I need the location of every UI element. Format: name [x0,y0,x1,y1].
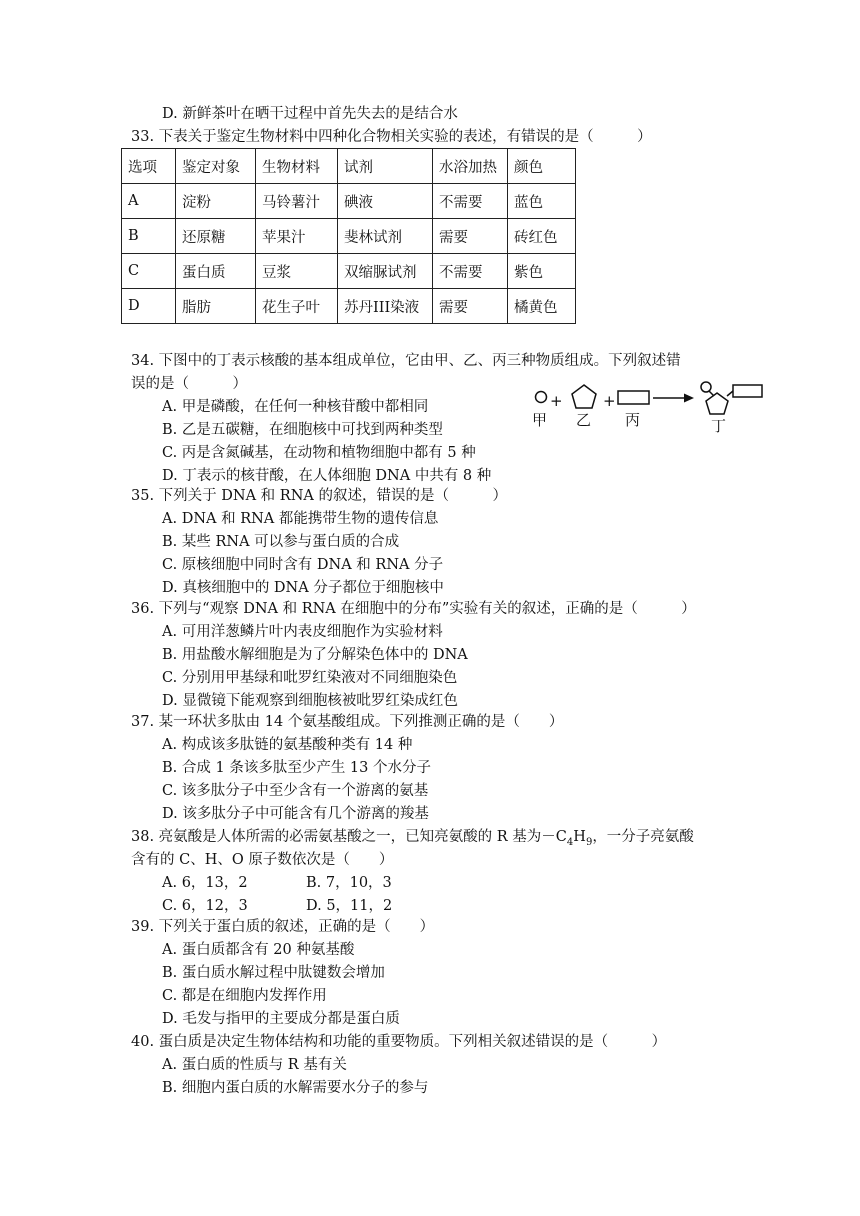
table-cell: 豆浆 [256,254,338,289]
table-row [122,184,576,219]
q35-option-b: B. 某些 RNA 可以参与蛋白质的合成 [162,534,400,550]
q37-option-c: C. 该多肽分子中至少含有一个游离的氨基 [162,783,429,799]
q36-option-d: D. 显微镜下能观察到细胞核被吡罗红染成红色 [162,693,458,709]
q39-option-b: B. 蛋白质水解过程中肽键数会增加 [162,965,385,981]
table-cell: 花生子叶 [256,289,338,324]
table-header-row [122,149,576,184]
q32-option-d: D. 新鲜茶叶在晒干过程中首先失去的是结合水 [162,106,458,122]
table-cell: 苏丹III染液 [338,289,433,324]
base-rectangle-icon [618,391,649,404]
arrow-head-icon [684,394,694,403]
table-cell: 脂肪 [176,289,256,324]
q36-option-a: A. 可用洋葱鳞片叶内表皮细胞作为实验材料 [162,624,443,640]
table-row [122,289,576,324]
q38-option-c: C. 6，12，3 [162,898,248,914]
label-ding: 丁 [711,417,727,435]
plus-sign: + [603,392,616,410]
q40-stem: 40. 蛋白质是决定生物体结构和功能的重要物质。下列相关叙述错误的是（ ） [131,1034,667,1050]
table-cell: 淀粉 [176,184,256,219]
q37-option-d: D. 该多肽分子中可能含有几个游离的羧基 [162,806,429,822]
phosphate-circle-icon [536,392,547,403]
subscript: 9 [585,836,593,848]
q36-option-c: C. 分别用甲基绿和吡罗红染液对不同细胞染色 [162,670,458,686]
q38-stem-line1 [131,827,694,853]
q40-option-b: B. 细胞内蛋白质的水解需要水分子的参与 [162,1080,429,1096]
q34-stem-line2: 误的是（ ） [131,376,247,392]
q38-option-d: D. 5，11，2 [306,898,393,914]
q35-stem: 35. 下列关于 DNA 和 RNA 的叙述，错误的是（ ） [131,488,507,504]
table-header-cell: 生物材料 [256,149,338,184]
table-cell: 苹果汁 [256,219,338,254]
q37-stem: 37. 某一环状多肽由 14 个氨基酸组成。下列推测正确的是（ ） [131,714,564,730]
q39-option-c: C. 都是在细胞内发挥作用 [162,988,327,1004]
q37-option-b: B. 合成 1 条该多肽至少产生 13 个水分子 [162,760,431,776]
nucleotide-phosphate-icon [701,382,711,392]
q34-option-b: B. 乙是五碳糖，在细胞核中可找到两种类型 [162,422,443,438]
table-cell: 砖红色 [508,219,576,254]
table-cell: 需要 [433,289,508,324]
table-cell: A [122,184,176,219]
q36-option-b: B. 用盐酸水解细胞是为了分解染色体中的 DNA [162,647,468,663]
table-header-cell: 水浴加热 [433,149,508,184]
q34-option-c: C. 丙是含氮碱基，在动物和植物细胞中都有 5 种 [162,445,476,461]
q34-stem-line1: 34. 下图中的丁表示核酸的基本组成单位，它由甲、乙、丙三种物质组成。下列叙述错 [131,353,681,369]
q38-option-b: B. 7，10，3 [306,875,392,891]
label-bing: 丙 [625,411,641,429]
table-cell: B [122,219,176,254]
table-cell: 斐林试剂 [338,219,433,254]
bond-line [727,391,733,396]
nucleotide-pentagon-icon [706,393,728,414]
table-cell: 碘液 [338,184,433,219]
q35-option-c: C. 原核细胞中同时含有 DNA 和 RNA 分子 [162,557,444,573]
table-cell: 蓝色 [508,184,576,219]
q38-stem-line2: 含有的 C、H、O 原子数依次是（ ） [131,852,394,868]
nucleotide-base-icon [733,385,762,397]
q38-option-a: A. 6，13，2 [162,875,248,891]
q39-option-a: A. 蛋白质都含有 20 种氨基酸 [162,942,355,958]
table-cell: 不需要 [433,254,508,289]
pentose-pentagon-icon [572,385,596,408]
q33-stem: 33. 下表关于鉴定生物材料中四种化合物相关实验的表述，有错误的是（ ） [131,129,652,145]
q39-option-d: D. 毛发与指甲的主要成分都是蛋白质 [162,1011,400,1027]
table-cell: D [122,289,176,324]
table-cell: 双缩脲试剂 [338,254,433,289]
q34-option-d: D. 丁表示的核苷酸，在人体细胞 DNA 中共有 8 种 [162,468,492,484]
table-header-cell: 鉴定对象 [176,149,256,184]
table-cell: 马铃薯汁 [256,184,338,219]
table-cell: 紫色 [508,254,576,289]
table-row [122,254,576,289]
q35-option-d: D. 真核细胞中的 DNA 分子都位于细胞核中 [162,580,444,596]
table-cell: 不需要 [433,184,508,219]
table-cell: 还原糖 [176,219,256,254]
table-header-cell: 选项 [122,149,176,184]
nucleotide-diagram [530,377,770,435]
q39-stem: 39. 下列关于蛋白质的叙述，正确的是（ ） [131,919,435,935]
table-cell: 蛋白质 [176,254,256,289]
table-header-cell: 试剂 [338,149,433,184]
q37-option-a: A. 构成该多肽链的氨基酸种类有 14 种 [162,737,413,753]
table-row [122,219,576,254]
q38-stem-part: ，一分子亮氨酸 [592,829,694,845]
q38-stem-part: 38. 亮氨酸是人体所需的必需氨基酸之一，已知亮氨酸的 R 基为－C [131,829,567,845]
subscript: 4 [566,836,574,848]
q36-stem: 36. 下列与“观察 DNA 和 RNA 在细胞中的分布”实验有关的叙述，正确的是（ ） [131,601,696,617]
table-cell: C [122,254,176,289]
table-header-cell: 颜色 [508,149,576,184]
q38-stem-part: H [573,829,586,845]
q33-experiment-table [121,148,576,324]
table-cell: 橘黄色 [508,289,576,324]
label-yi: 乙 [576,411,592,429]
q35-option-a: A. DNA 和 RNA 都能携带生物的遗传信息 [162,511,439,527]
q40-option-a: A. 蛋白质的性质与 R 基有关 [162,1057,347,1073]
label-jia: 甲 [532,411,548,429]
table-cell: 需要 [433,219,508,254]
plus-sign: + [550,392,563,410]
q34-option-a: A. 甲是磷酸，在任何一种核苷酸中都相同 [162,399,429,415]
